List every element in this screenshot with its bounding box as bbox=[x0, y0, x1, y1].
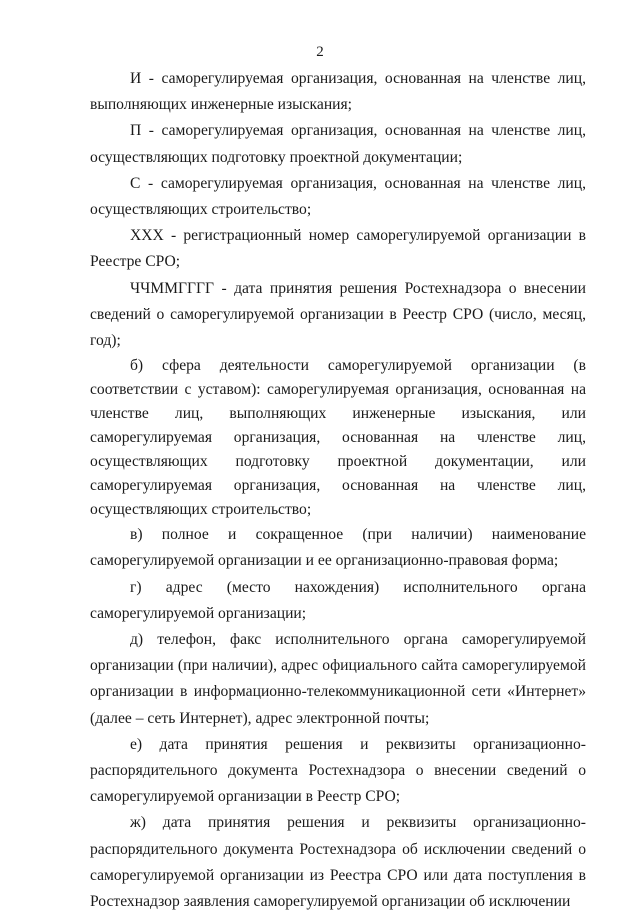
paragraph-item-v: в) полное и сокращенное (при наличии) наименование саморегулируемой организации и ее организационно-правовая форма; bbox=[90, 526, 586, 570]
paragraph-xxx-definition: ХХХ - регистрационный номер саморегулируемой организации в Реестре СРО; bbox=[90, 227, 586, 271]
paragraph-item-d: д) телефон, факс исполнительного органа саморегулируемой организации (при наличии), адрес официального сайта саморегулируемой организации в информационно-телекоммуникационной сети «Интернет» (далее – сеть Интернет), адрес электронной почты; bbox=[90, 631, 586, 727]
paragraph-date-definition: ЧЧММГГГГ - дата принятия решения Ростехнадзора о внесении сведений о саморегулируемой организации в Реестр СРО (число, месяц, год); bbox=[90, 279, 586, 350]
paragraph-item-g: г) адрес (место нахождения) исполнительного органа саморегулируемой организации; bbox=[90, 578, 586, 622]
paragraph-item-b: б) сфера деятельности саморегулируемой организации (в соответствии с уставом): саморегулируемая организация, основанная на членстве лиц, выполняющих инженерные изыскания, или саморегулируемая организация, основанная на членстве лиц, осуществляющих подготовку проектной документации, или саморегулируемая организация, основанная на членстве лиц, осуществляющих строительство; bbox=[90, 357, 586, 519]
document-body bbox=[90, 66, 586, 915]
paragraph-item-zh: ж) дата принятия решения и реквизиты организационно-распорядительного документа Ростехнадзора об исключении сведений о саморегулируемой организации из Реестра СРО или дата поступления в Ростехнадзор заявления саморегулируемой организации об исключении bbox=[90, 814, 586, 911]
page-number: 2 bbox=[316, 44, 324, 60]
paragraph-s-definition: С - саморегулируемая организация, основанная на членстве лиц, осуществляющих строительство; bbox=[90, 174, 586, 219]
paragraph-item-e: е) дата принятия решения и реквизиты организационно-распорядительного документа Ростехнадзора о внесении сведений о саморегулируемой организации в Реестр СРО; bbox=[90, 735, 586, 806]
paragraph-i-definition: И - саморегулируемая организация, основанная на членстве лиц, выполняющих инженерные изыскания; bbox=[90, 70, 586, 114]
paragraph-p-definition: П - саморегулируемая организация, основанная на членстве лиц, осуществляющих подготовку проектной документации; bbox=[90, 122, 586, 166]
